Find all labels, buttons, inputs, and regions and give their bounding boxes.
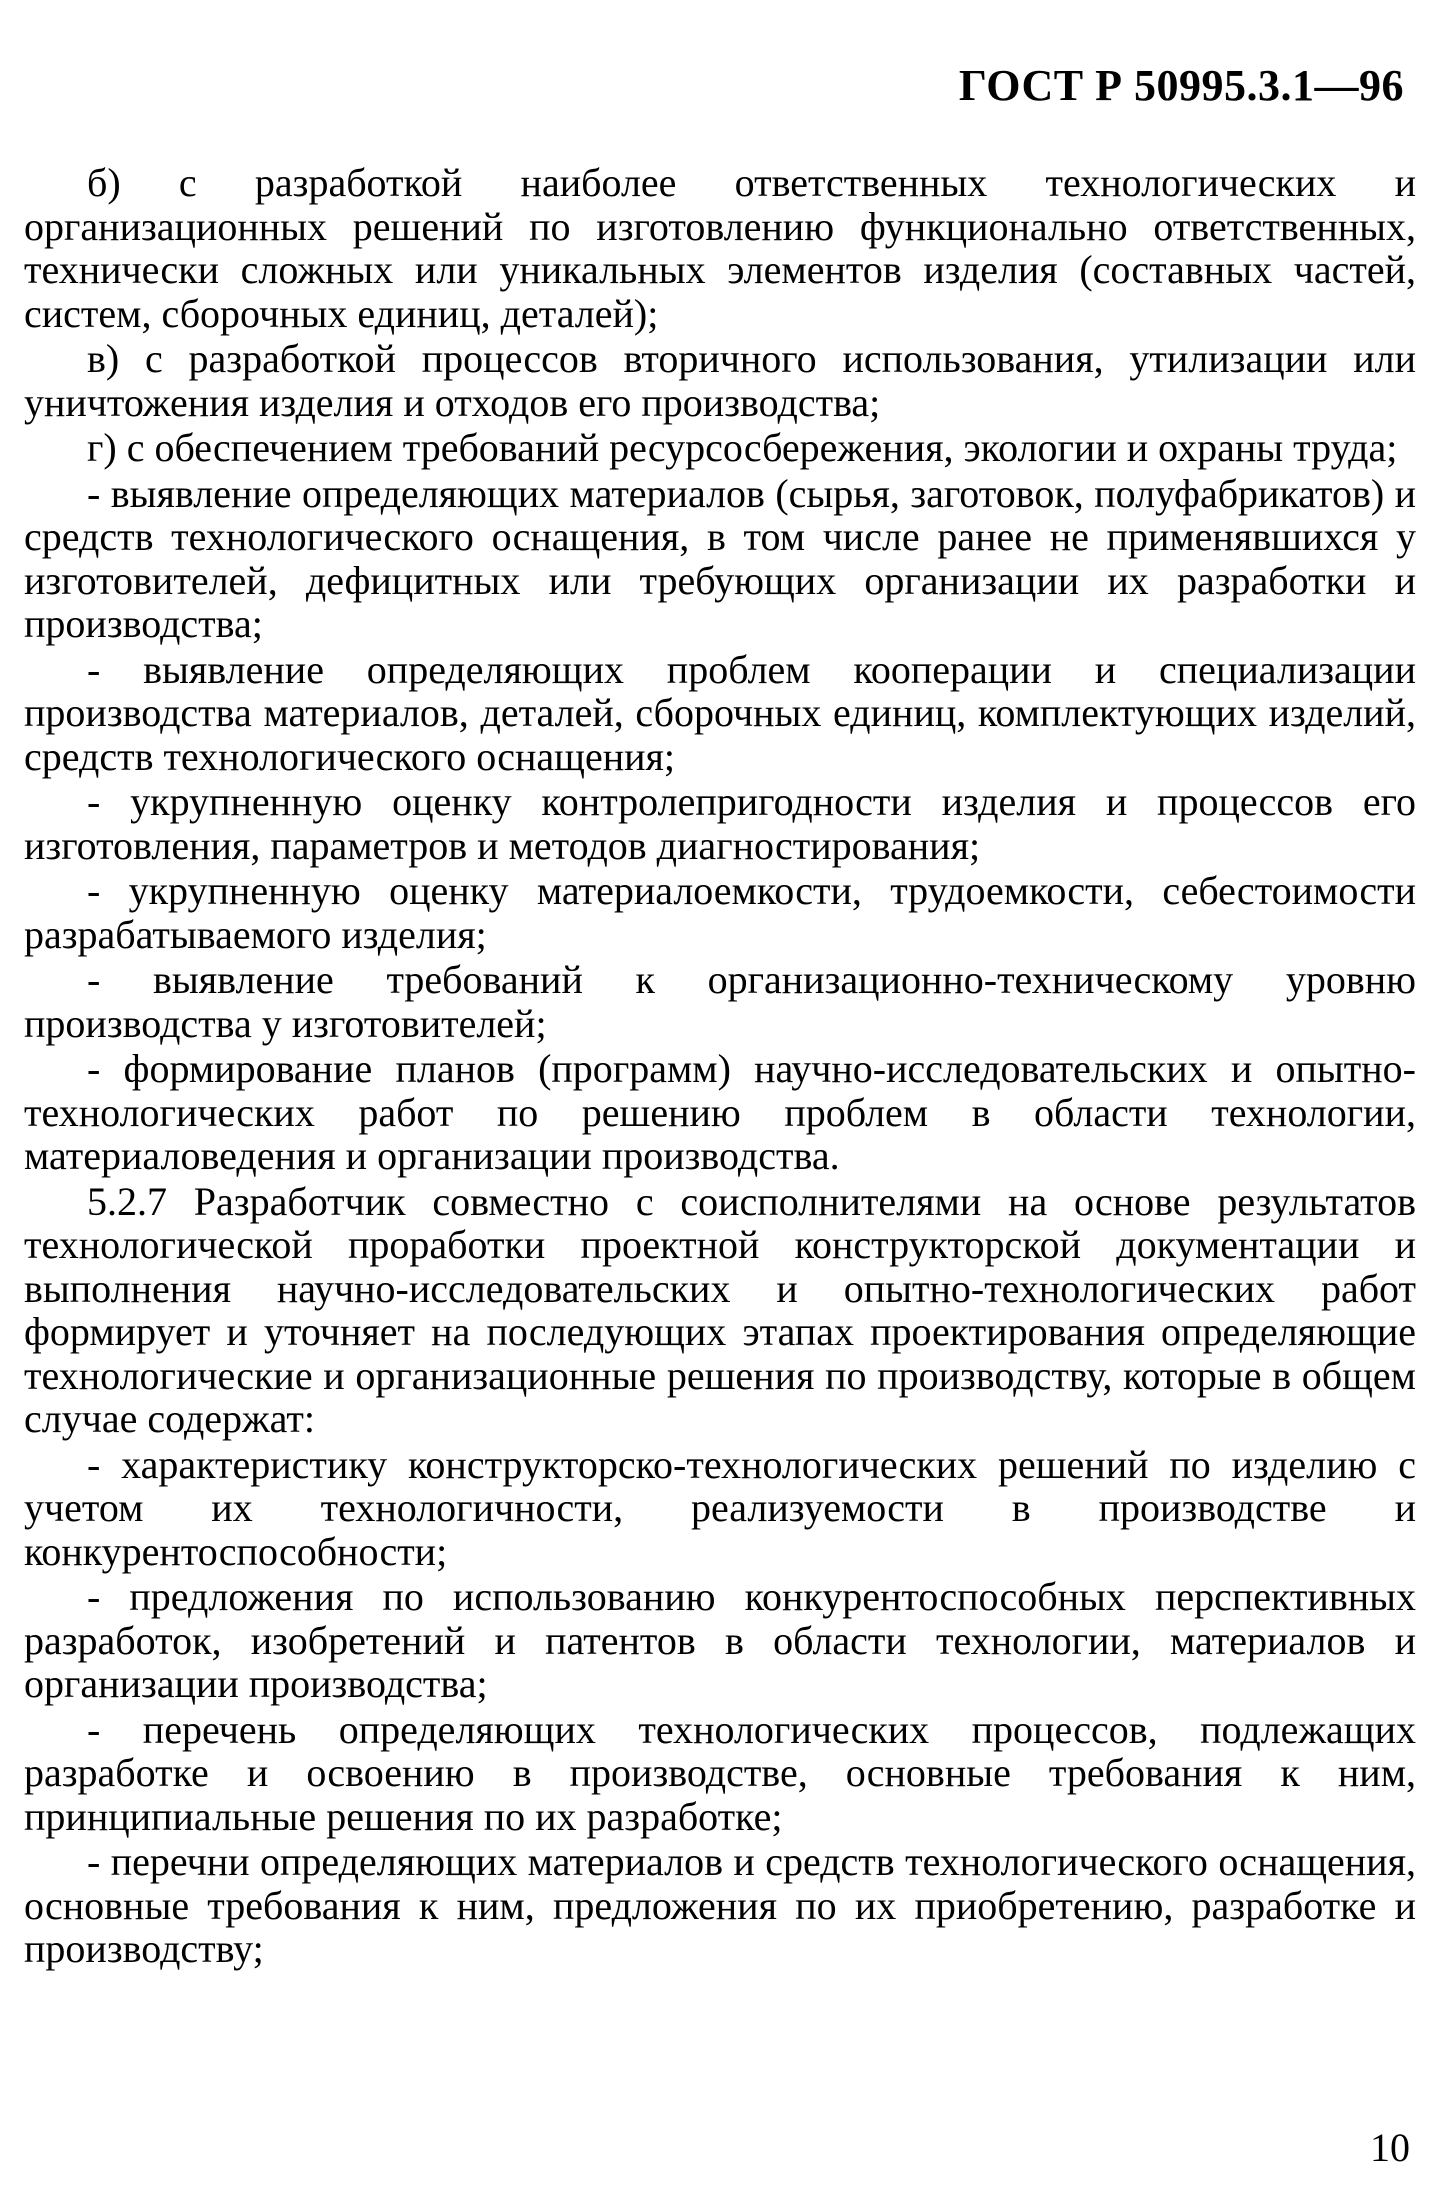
paragraph-g: г) с обеспечением требований ресурсосбережения, экологии и охраны труда; <box>87 425 1398 470</box>
list-item: - выявление требований к организационно-техническому уровню производства у изготовителей; <box>24 957 1416 1046</box>
list-item: - выявление определяющих материалов (сырья, заготовок, полуфабрикатов) и средств технологического оснащения, в том числе ранее не применявшихся у изготовителей, дефицитных или требующих организации их разработки и производства; <box>24 470 1416 646</box>
list-item: - укрупненную оценку материалоемкости, трудоемкости, себестоимости разрабатываемого изделия; <box>24 868 1416 957</box>
list-item: - формирование планов (программ) научно-исследовательских и опытно-технологических работ по решению проблем в области технологии, материаловедения и организации производства. <box>24 1046 1416 1178</box>
list-item: - выявление определяющих проблем кооперации и специализации производства материалов, деталей, сборочных единиц, комплектующих изделий, средств технологического оснащения; <box>24 646 1416 779</box>
list-item: - перечни определяющих материалов и средств технологического оснащения, основные требования к ним, предложения по их приобретению, разработке и производству; <box>24 1839 1416 1971</box>
page-number: 10 <box>1370 2125 1410 2170</box>
list-item: - предложения по использованию конкурентоспособных перспективных разработок, изобретений и патентов в области технологии, материалов и организации производства; <box>24 1574 1416 1706</box>
document-body <box>24 161 1416 1973</box>
list-item: - укрупненную оценку контролепригодности изделия и процессов его изготовления, параметров и методов диагностирования; <box>24 779 1416 868</box>
paragraph-b: б) с разработкой наиболее ответственных технологических и организационных решений по изготовлению функционально ответственных, технически сложных или уникальных элементов изделия (составных частей, систем, сборочных единиц, деталей); <box>24 160 1416 336</box>
paragraph-v: в) с разработкой процессов вторичного использования, утилизации или уничтожения изделия и отходов его производства; <box>24 336 1416 425</box>
list-item: - перечень определяющих технологических процессов, подлежащих разработке и освоению в производстве, основные требования к ним, принципиальные решения по их разработке; <box>24 1706 1416 1839</box>
section-5-2-7: 5.2.7 Разработчик совместно с соисполнителями на основе результатов технологической проработки проектной конструкторской документации и выполнения научно-исследовательских и опытно-технологических работ формирует и уточняет на последующих этапах проектирования определяющие технологические и организационные решения по производству, которые в общем случае содержат: <box>24 1178 1416 1441</box>
document-header: ГОСТ Р 50995.3.1—96 <box>958 61 1404 110</box>
list-item: - характеристику конструкторско-технологических решений по изделию с учетом их технологичности, реализуемости в производстве и конкурентоспособности; <box>24 1441 1416 1574</box>
